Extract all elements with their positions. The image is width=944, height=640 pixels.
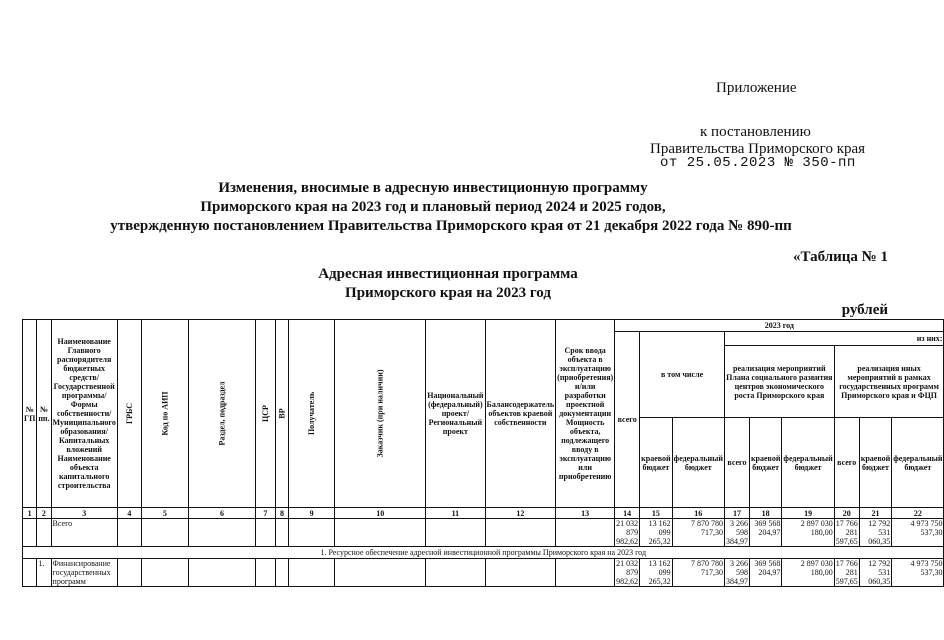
index-cell: 20	[834, 508, 859, 519]
index-cell: 16	[672, 508, 724, 519]
total-value-cell: 2 897 030 180,00	[782, 519, 834, 547]
plan-federal-header: федеральный бюджет	[782, 418, 834, 508]
program-value-cell: 3 266 598 384,97	[725, 559, 748, 586]
empty-cell	[117, 559, 141, 587]
empty-cell	[556, 519, 615, 547]
program-row	[23, 559, 944, 587]
empty-cell	[426, 519, 485, 547]
empty-cell	[556, 559, 615, 587]
index-cell: 10	[335, 508, 426, 519]
total-value-cell: 7 870 780 717,30	[672, 519, 724, 547]
plan-regional-header: краевой бюджет	[749, 418, 781, 508]
empty-cell	[37, 519, 51, 547]
table-subtitle-line1: Адресная инвестиционная программа	[318, 266, 578, 282]
col-csr-header: ЦСР	[255, 320, 275, 508]
index-cell: 18	[749, 508, 781, 519]
empty-cell	[23, 519, 37, 547]
to-decree-label: к постановлению	[700, 124, 811, 140]
decree-date: от 25.05.2023 № 350-пп	[660, 155, 856, 171]
index-cell: 9	[289, 508, 335, 519]
total-row-label: Всего	[51, 519, 117, 547]
col-balance-header: Балансодержатель объектов краевой собственности	[485, 320, 556, 508]
other-header: реализация иных мероприятий в рамках государственных программ Приморского края и ФЦП	[834, 346, 944, 418]
empty-cell	[289, 559, 335, 587]
plan-total-header: всего	[724, 418, 749, 508]
table-subtitle-line2: Приморского края на 2023 год	[345, 285, 551, 301]
index-cell: 11	[426, 508, 485, 519]
total-value-cell: 3 266 598 384,97	[725, 519, 748, 546]
empty-cell	[255, 519, 275, 547]
col-national-header: Национальный (федеральный) проект/ Региональный проект	[426, 320, 485, 508]
empty-cell	[275, 519, 288, 547]
column-index-row	[23, 508, 944, 519]
document-title-line3: утвержденную постановлением Правительства Приморского края от 21 декабря 2022 года № 890-пп	[110, 218, 792, 234]
total-row	[23, 519, 944, 547]
col-gp-header: № ГП	[23, 320, 37, 508]
col-recipient-header: Получатель	[289, 320, 335, 508]
empty-cell	[289, 519, 335, 547]
empty-cell	[426, 559, 485, 587]
col-grbs-header: ГРБС	[117, 320, 141, 508]
appendix-label: Приложение	[716, 80, 797, 96]
col-customer-header: Заказчик (при наличии)	[335, 320, 426, 508]
other-federal-header: федеральный бюджет	[892, 418, 944, 508]
program-value-cell: 13 162 099 265,32	[640, 559, 672, 587]
total-value-cell: 21 032 879 982,62	[616, 519, 639, 546]
col-razdel-header: Раздел, подраздел	[188, 320, 255, 508]
index-cell: 21	[859, 508, 891, 519]
investment-program-table	[22, 319, 944, 587]
program-value-cell: 4 973 750 537,30	[892, 559, 944, 587]
index-cell: 6	[188, 508, 255, 519]
index-cell: 2	[37, 508, 51, 519]
empty-cell	[485, 519, 556, 547]
section-title: 1. Ресурсное обеспечение адресной инвестиционной программы Приморского края на 2023 год	[23, 547, 944, 559]
empty-cell	[141, 519, 188, 547]
empty-cell	[188, 559, 255, 587]
document-title-line1: Изменения, вносимые в адресную инвестиционную программу	[218, 180, 648, 196]
total-value-cell: 12 792 531 060,35	[859, 519, 891, 547]
empty-cell	[23, 559, 37, 587]
empty-cell	[141, 559, 188, 587]
empty-cell	[188, 519, 255, 547]
index-cell: 3	[51, 508, 117, 519]
index-cell: 8	[275, 508, 288, 519]
empty-cell	[335, 559, 426, 587]
index-cell: 12	[485, 508, 556, 519]
other-regional-header: краевой бюджет	[859, 418, 891, 508]
total-value-cell: 369 568 204,97	[749, 519, 781, 547]
regional-header: краевой бюджет	[640, 418, 672, 508]
total-value-cell: 17 766 281 597,65	[835, 519, 858, 546]
government-label: Правительства Приморского края	[650, 141, 866, 157]
index-cell: 14	[615, 508, 640, 519]
col-vr-header: ВР	[275, 320, 288, 508]
index-cell: 15	[640, 508, 672, 519]
col-name-header: Наименование Главного распорядителя бюджетных средств/Государственной программы/ Формы собственности/Муниципального образования/Капитальных вложений Наименование объекта капитального строительства	[51, 320, 117, 508]
table-label: «Таблица № 1	[792, 249, 888, 265]
total-value-cell: 13 162 099 265,32	[640, 519, 672, 547]
index-cell: 13	[556, 508, 615, 519]
plan-header: реализация мероприятий Плана социального развития центров экономического роста Приморского края	[724, 346, 834, 418]
index-cell: 19	[782, 508, 834, 519]
of-which-header: из них:	[724, 332, 944, 346]
program-value-cell: 21 032 879 982,62	[616, 559, 639, 586]
col-deadline-header: Срок ввода объекта в эксплуатацию (приобретения) и/или разработки проектной документации Мощность объекта, подлежащего вводу в эксплуатацию или приобретению	[556, 320, 615, 508]
program-value-cell: 2 897 030 180,00	[782, 559, 834, 587]
index-cell: 1	[23, 508, 37, 519]
program-value-cell: 17 766 281 597,65	[835, 559, 858, 586]
index-cell: 7	[255, 508, 275, 519]
document-title-line2: Приморского края на 2023 год и плановый период 2024 и 2025 годов,	[200, 199, 666, 215]
index-cell: 4	[117, 508, 141, 519]
federal-header: федеральный бюджет	[672, 418, 724, 508]
empty-cell	[275, 559, 288, 587]
empty-cell	[335, 519, 426, 547]
total-header: всего	[615, 332, 640, 508]
col-pp-header: № пп.	[37, 320, 51, 508]
index-cell: 5	[141, 508, 188, 519]
program-row-label: Финансирование государственных программ	[51, 559, 117, 587]
index-cell: 17	[724, 508, 749, 519]
index-cell: 22	[892, 508, 944, 519]
year-header: 2023 год	[615, 320, 944, 332]
program-value-cell: 12 792 531 060,35	[859, 559, 891, 587]
empty-cell	[485, 559, 556, 587]
empty-cell	[255, 559, 275, 587]
program-value-cell: 7 870 780 717,30	[672, 559, 724, 587]
program-value-cell: 369 568 204,97	[749, 559, 781, 587]
other-total-header: всего	[834, 418, 859, 508]
program-row-num: 1.	[37, 559, 51, 587]
col-aip-header: Код по АИП	[141, 320, 188, 508]
units-label: рублей	[841, 302, 888, 318]
total-value-cell: 4 973 750 537,30	[892, 519, 944, 547]
section-row	[23, 547, 944, 559]
empty-cell	[117, 519, 141, 547]
incl-header: в том числе	[640, 332, 725, 418]
